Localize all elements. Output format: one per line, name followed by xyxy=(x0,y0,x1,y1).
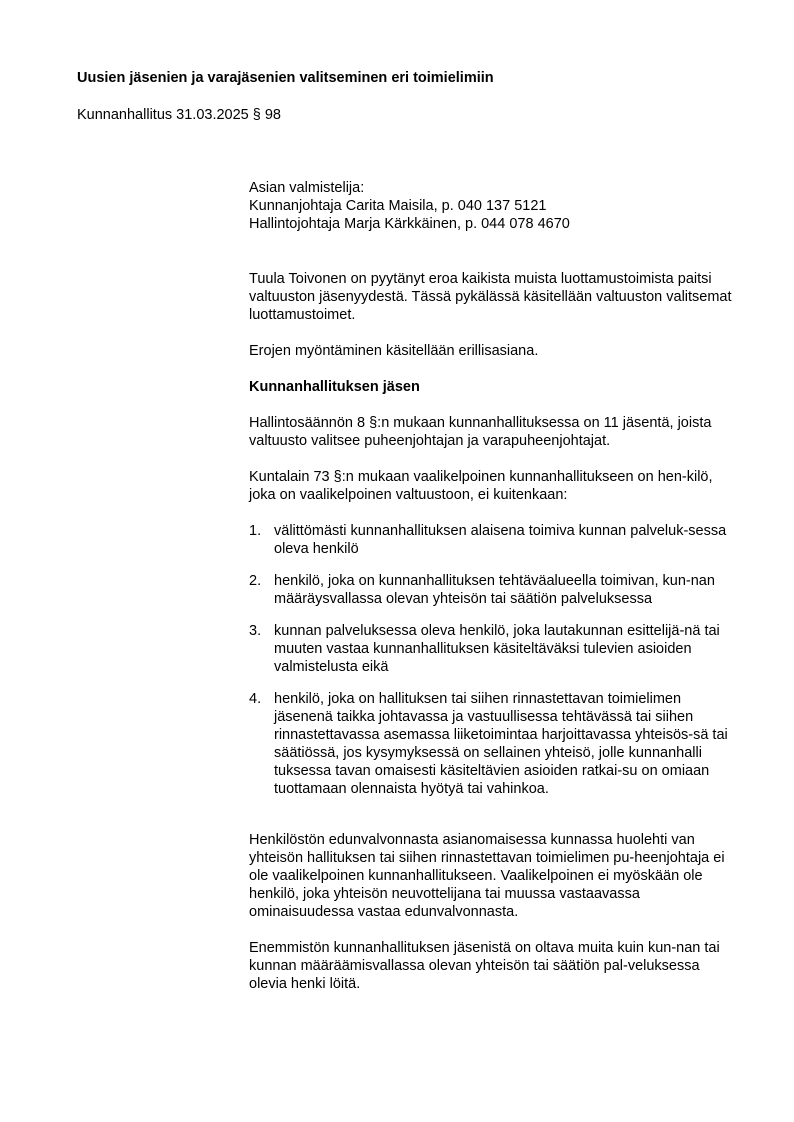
preparer-heading: Asian valmistelija: xyxy=(249,180,365,196)
document-title: Uusien jäsenien ja varajäsenien valitseminen eri toimielimiin xyxy=(77,70,494,86)
list-item-text: välittömästi kunnanhallituksen alaisena toimiva kunnan palveluk-sessa oleva henkilö xyxy=(274,523,727,557)
meeting-reference: Kunnanhallitus 31.03.2025 § 98 xyxy=(77,107,281,123)
intro-paragraph: Tuula Toivonen on pyytänyt eroa kaikista muista luottamustoimista paitsi valtuuston jäsenyydestä. Tässä pykälässä käsitellään valtuuston valitsemat luottamustoimet. xyxy=(249,271,732,323)
preparer-line-2: Hallintojohtaja Marja Kärkkäinen, p. 044 078 4670 xyxy=(249,216,570,232)
list-item-text: kunnan palveluksessa oleva henkilö, joka lautakunnan esittelijä-nä tai muuten vastaa kunnanhallituksen käsiteltäväksi tulevien asioiden valmistelusta eikä xyxy=(274,623,720,675)
list-item-number: 4. xyxy=(249,691,262,707)
spacer xyxy=(249,817,737,831)
list-item xyxy=(249,622,737,676)
section-heading: Kunnanhallituksen jäsen xyxy=(249,379,420,395)
list-item-number: 2. xyxy=(249,573,262,589)
list-item-text: henkilö, joka on kunnanhallituksen tehtäväalueella toimivan, kun-nan määräysvallassa olevan yhteisön tai säätiön palveluksessa xyxy=(274,573,715,607)
advocacy-paragraph: Henkilöstön edunvalvonnasta asianomaisessa kunnassa huolehti van yhteisön hallituksen tai siihen rinnastettavan toimielimen pu-heenjohtaja ei ole vaalikelpoinen kunnanhallitukseen. Vaalikelpoinen ei myöskään ole henkilö, joka yhteisön neuvottelijana tai muussa vastaavassa ominaisuudessa vastaa edunvalvonnasta. xyxy=(249,832,725,920)
list-item-number: 1. xyxy=(249,523,262,539)
list-item xyxy=(249,522,737,558)
preparer-block xyxy=(249,179,737,233)
list-item xyxy=(249,572,737,608)
majority-paragraph: Enemmistön kunnanhallituksen jäsenistä on oltava muita kuin kun-nan tai kunnan määräämisvallassa olevan yhteisön tai säätiön pal-veluksessa olevia henki löitä. xyxy=(249,940,720,992)
regulation-paragraph: Hallintosäännön 8 §:n mukaan kunnanhallituksessa on 11 jäsentä, joista valtuusto valitsee puheenjohtajan ja varapuheenjohtajat. xyxy=(249,415,712,449)
resignations-paragraph: Erojen myöntäminen käsitellään erillisasiana. xyxy=(249,343,539,359)
preparer-line-1: Kunnanjohtaja Carita Maisila, p. 040 137 5121 xyxy=(249,198,547,214)
eligibility-paragraph: Kuntalain 73 §:n mukaan vaalikelpoinen kunnanhallitukseen on hen-kilö, joka on vaalikelpoinen valtuustoon, ei kuitenkaan: xyxy=(249,469,713,503)
list-item-text: henkilö, joka on hallituksen tai siihen rinnastettavan toimielimen jäsenenä taikka johtavassa ja vastuullisessa tehtävässä tai siihen rinnastettavassa asemassa liiketoimintaa harjoittavassa yhteisös-sä tai säätiössä, jos kysymyksessä on sellainen yhteisö, jolle kunnanhalli tuksessa tavan omaisesti käsiteltävien asioiden ratkai-su on omiaan tuottamaan olennaista hyötyä tai vahinkoa. xyxy=(274,691,728,797)
document-body xyxy=(249,179,737,1011)
list-item xyxy=(249,690,737,798)
eligibility-criteria-list xyxy=(249,522,737,798)
list-item-number: 3. xyxy=(249,623,262,639)
